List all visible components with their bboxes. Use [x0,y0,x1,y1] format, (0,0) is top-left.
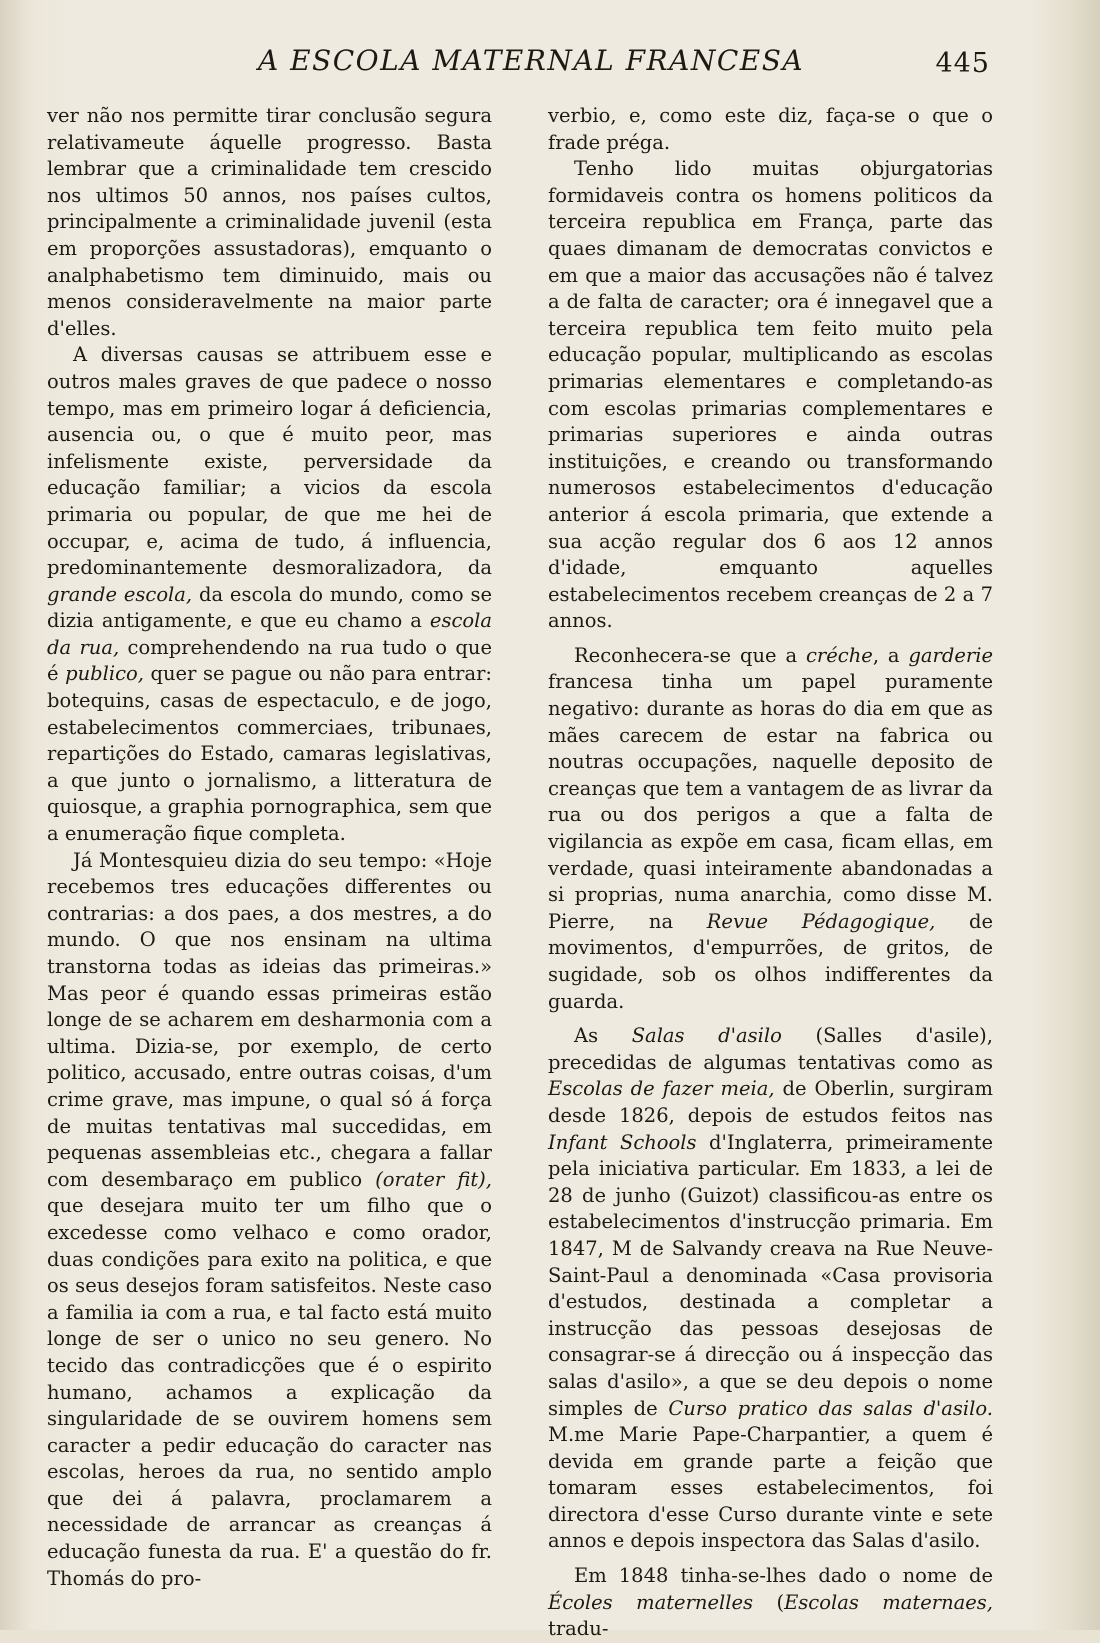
text-columns [47,103,993,1643]
paragraph-text: verbio, e, como este diz, faça-se o que o frade préga. [548,104,993,154]
paragraph [548,156,993,635]
paragraph-text: ( [753,1590,785,1614]
paragraph-text: de Oberlin, surgiram desde 1826, depois de estudos feitos nas [548,1077,993,1127]
paragraph-text: ver não nos permitte tirar conclusão segura relativameute áquelle progresso. Basta lembrar que a criminalidade tem crescido nos ultimos 50 annos, nos países cultos, principalmente a criminalidade juvenil (esta em proporções assustadoras), emquanto o analphabetismo tem diminuido, mais ou menos consideravelmente na maior parte d'elles. [47,104,492,340]
italic-text: (orater fit), [375,1167,492,1191]
paragraph-text: comprehendendo na rua tudo o que é [47,635,492,686]
paragraph-text: Em 1848 tinha-se-lhes dado o nome de [574,1564,993,1588]
paragraph-text: M.me Marie Pape-Charpantier, a quem é devida em grande parte a feição que tomaram esses estabelecimentos, foi directora d'esse Curso durante vinte e sete annos e depois inspectora das Salas d'asilo. [548,1423,993,1553]
paragraph [548,1023,993,1555]
paragraph [47,848,492,1593]
italic-text: Écoles maternelles [548,1590,754,1614]
running-title: A ESCOLA MATERNAL FRANCESA [258,44,805,77]
italic-text: escola da rua, [47,609,492,659]
paragraph [47,342,492,847]
paragraph-text: d'Inglaterra, primeiramente pela iniciativa particular. Em 1833, a lei de 28 de junho (Guizot) classificou-as entre os estabelecimentos d'instrucção primaria. Em 1847, M de Salvandy creava na Rue Neuve-Saint-Paul a denominada «Casa provisoria d'estudos, destinada a completar a instrucção das pessoas desejosas de consagrar-se á direcção ou á inspecção das salas d'asilo», a que se deu depois o nome simples de [548,1130,994,1420]
italic-text: Revue Pédagogique, [706,909,936,933]
paragraph [548,643,993,1015]
paragraph [47,103,492,342]
paragraph-text: Reconhecera-se que a [574,643,806,667]
paragraph-text: quer se pague ou não para entrar: botequins, casas de espectaculo, e de jogo, estabelecimentos commerciaes, tribunaes, repartições do Estado, camaras legislativas, a que junto o jornalismo, a litteratura de quiosque, a graphia pornographica, sem que a enumeração fique completa. [47,662,492,846]
italic-text: Infant Schools [548,1130,697,1154]
paragraph-text: Tenho lido muitas objurgatorias formidaveis contra os homens politicos da terceira republica em França, parte das quaes dimanam de democratas convictos e em que a maior das accusações não é talvez a de falta de caracter; ora é innegavel que a terceira republica tem feito muito pela educação popular, multiplicando as escolas primarias elementares e completando-as com escolas primarias complementares e primarias superiores e ainda outras instituições, e creando ou transformando numerosos estabelecimentos d'educação anterior á escola primaria, que extende a sua acção regular dos 6 aos 12 annos d'idade, emquanto aquelles estabelecimentos recebem creanças de 2 a 7 annos. [548,157,993,633]
italic-text: créche [806,643,873,667]
italic-text: grande escola, [47,582,193,606]
paragraph-text: da escola do mundo, como se dizia antigamente, e que eu chamo a [47,582,493,633]
paragraph-text: que desejara muito ter um filho que o excedesse como velhaco e como orador, duas condições para exito na politica, e que os seus desejos foram satisfeitos. Neste caso a familia ia com a rua, e tal facto está muito longe de ser o unico no seu genero. No tecido das contradicções que é o espirito humano, achamos a explicação da singularidade de se ouvirem homens sem caracter a pedir educação do caracter nas escolas, heroes da rua, no sentido amplo que dei á palavra, proclamarem a necessidade de arrancar as creanças á educação funesta da rua. E' a questão do fr. Thomás do pro- [47,1194,492,1590]
paragraph-text: Já Montesquieu dizia do seu tempo: «Hoje recebemos tres educações differentes ou contrarias: a dos paes, a dos mestres, a do mundo. O que nos ensinam na ultima transtorna todas as ideias das primeiras.» Mas peor é quando essas primeiras estão longe de se acharem em desharmonia com a ultima. Dizia-se, por exemplo, de certo politico, accusado, entre outras coisas, d'um crime grave, mas impune, o qual só á força de muitas tentativas mal succedidas, em pequenas assembleias etc., chegara a fallar com desembaraço em publico [47,848,492,1191]
italic-text: Escolas de fazer meia, [548,1077,775,1101]
paragraph-text: (Salles d'asile), precedidas de algumas tentativas como as [548,1024,993,1074]
italic-text: Escolas maternaes, [784,1590,993,1614]
right-column [548,103,993,1643]
paragraph-text: de movimentos, d'empurrões, de gritos, de sugidade, sob os olhos indifferentes da guarda. [548,909,993,1013]
left-column [47,103,492,1643]
italic-text: Salas d'asilo [631,1024,782,1048]
italic-text: garderie [908,643,993,667]
paragraph-text: francesa tinha um papel puramente negativo: durante as horas do dia em que as mães carecem de estar na fabrica ou noutras occupações, naquelle deposito de creanças que tem a vantagem de as livrar da rua ou dos perigos a que a falta de vigilancia as expõe em casa, ficam ellas, em verdade, quasi inteiramente abandonadas a si proprias, numa anarchia, como disse M. Pierre, na [548,670,993,933]
italic-text: publico, [65,662,144,686]
paragraph-text: , a [872,643,909,667]
paragraph [548,1563,993,1643]
paragraph-text: tradu- [548,1617,609,1641]
italic-text: Curso pratico das salas d'asilo. [668,1396,993,1420]
paragraph-text: As [574,1024,632,1048]
paragraph-text: A diversas causas se attribuem esse e outros males graves de que padece o nosso tempo, mas em primeiro logar á deficiencia, ausencia ou, o que é muito peor, mas infelismente existe, perversidade da educação familiar; a vicios da escola primaria ou popular, de que me hei de occupar, e, acima de tudo, á influencia, predominantemente desmoralizadora, da [47,343,492,580]
page-number: 445 [935,48,990,79]
paragraph [548,103,993,156]
page-header [0,44,1100,90]
